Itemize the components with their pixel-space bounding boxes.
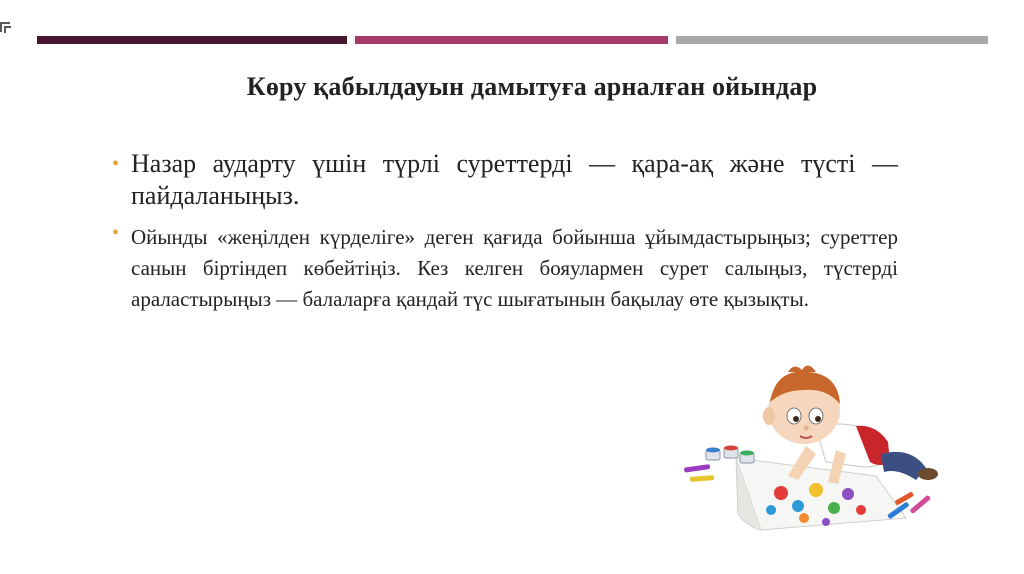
bullet-text: Назар аударту үшін түрлі суреттерді — қара-ақ және түсті — пайдаланыңыз. <box>131 149 898 210</box>
header-stripes <box>37 36 988 44</box>
bullet-dot-icon: • <box>112 222 120 244</box>
bullet-list <box>112 148 898 315</box>
bullet-item <box>112 148 898 212</box>
stripe-magenta <box>355 36 668 44</box>
stripe-dark <box>37 36 347 44</box>
stripe-grey <box>676 36 988 44</box>
boy-painting-illustration <box>676 358 956 538</box>
slide-title: Көру қабылдауын дамытуға арналған ойындар <box>246 72 818 101</box>
bullet-text: Ойынды «жеңілден күрделіге» деген қағида бойынша ұйымдастырыңыз; суреттер санын біртіндеп көбейтіңіз. Кез келген бояулармен сурет салыңыз, түстерді араластырыңыз — балаларға қандай түс шығатынын бақылау өте қызықты. <box>131 225 898 311</box>
bullet-dot-icon: • <box>112 153 120 175</box>
bullet-item <box>112 222 898 315</box>
corner-bracket-icon <box>0 22 10 32</box>
